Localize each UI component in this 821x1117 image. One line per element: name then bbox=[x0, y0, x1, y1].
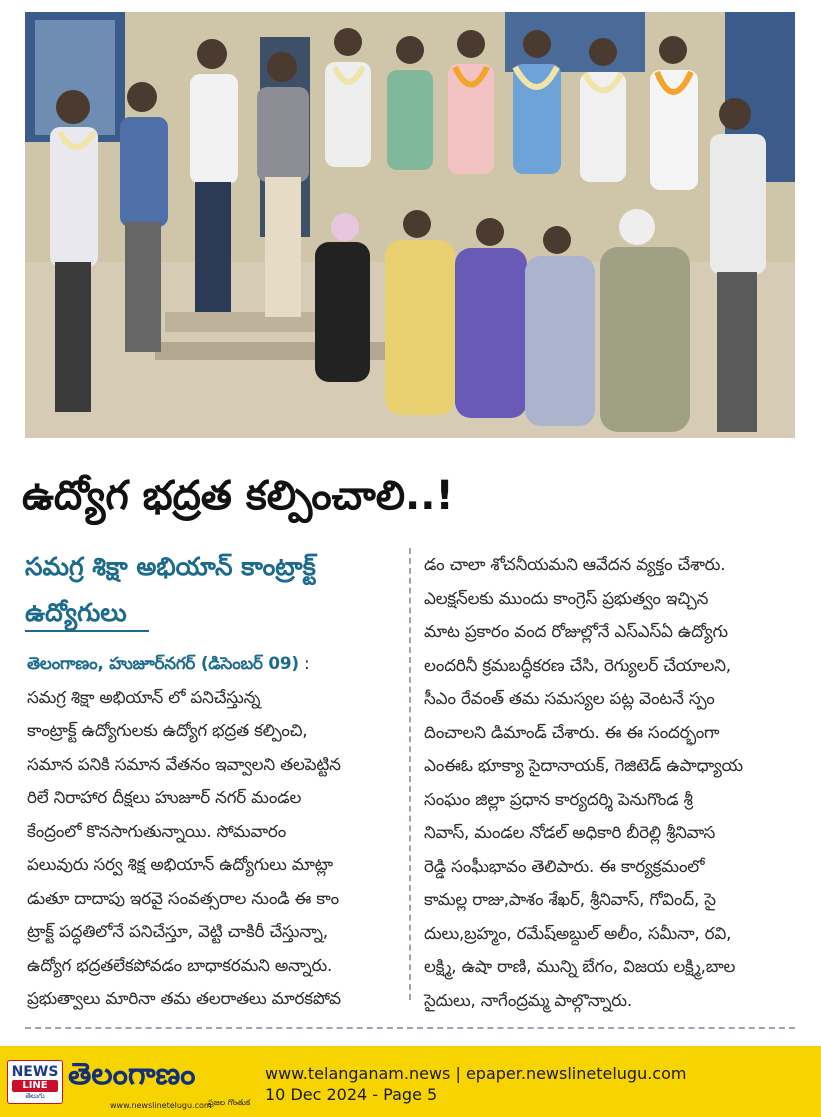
article-line: సైదులు, నాగేంద్రమ్మ పాల్గొన్నారు. bbox=[424, 989, 632, 1010]
dateline: తెలంగాణం, హుజూర్‌నగర్ (డిసెంబర్ 09) bbox=[27, 653, 299, 673]
site-link[interactable]: www.telanganam.news bbox=[265, 1064, 451, 1083]
article-line: సంఘం జిల్లా ప్రధాన కార్యదర్శి పెనుగొండ శ్రీ bbox=[424, 788, 693, 809]
footer-date-page bbox=[265, 1085, 437, 1105]
article-line: రెడ్డి సంఘీభావం తెలిపారు. ఈ కార్యక్రమంలో bbox=[424, 855, 705, 876]
article-line: డుతూ దాదాపు ఇరవై సంవత్సరాల నుండి ఈ కాం bbox=[27, 887, 339, 908]
article-line: ఉద్యోగ భద్రతలేకపోవడం బాధాకరమని అన్నారు. bbox=[27, 954, 333, 975]
headline: ఉద్యోగ భద్రత కల్పించాలి..! bbox=[22, 473, 454, 519]
article-line: సమాన పనికి సమాన వేతనం ఇవ్వాలని తలపెట్టిన bbox=[27, 753, 341, 774]
link-separator: | bbox=[450, 1064, 466, 1083]
article-line: కాంట్రాక్ట్ ఉద్యోగులకు ఉద్యోగ భద్రత కల్పించి, bbox=[27, 720, 308, 740]
footer-links bbox=[265, 1064, 686, 1084]
article-line: సీఎం రేవంత్ తమ సమస్యల పట్ల వెంటనే స్పం bbox=[424, 688, 715, 708]
article-line: లందరినీ క్రమబద్ధీకరణ చేసి, రెగ్యులర్ చేయాలని, bbox=[424, 654, 731, 675]
issue-date: 10 Dec 2024 bbox=[265, 1085, 368, 1104]
newsline-logo bbox=[7, 1060, 63, 1104]
article-line: పలువురు సర్వ శిక్ష అభియాన్ ఉద్యోగులు మాట్లా bbox=[27, 854, 333, 874]
dateline-line bbox=[27, 647, 397, 681]
article-line: ఎలక్షన్‌లకు ముందు కాంగ్రెస్ ప్రభుత్వం ఇచ్చిన bbox=[424, 587, 709, 608]
article-left-column bbox=[27, 647, 397, 1016]
article-line: మాట ప్రకారం వంద రోజుల్లోనే ఎస్ఎస్ఏ ఉద్యోగు bbox=[424, 621, 728, 641]
article-line: కేంద్రంలో కొనసాగుతున్నాయి. సోమవారం bbox=[27, 820, 287, 841]
article-right-column bbox=[424, 548, 796, 1017]
article-line: దులు,బ్రహ్మం, రమేష్‌అబ్దుల్ అలీం, సమీనా, రవి, bbox=[424, 922, 732, 943]
column-divider bbox=[409, 548, 411, 1000]
logo-line-text: LINE bbox=[12, 1080, 58, 1092]
brand-name: తెలంగాణం bbox=[68, 1057, 196, 1092]
article-line: నివాస్, మండల నోడల్ అధికారి బీరెల్లి శ్రీనివాస bbox=[424, 822, 716, 842]
logo-telugu-text: తెలుగు bbox=[25, 1092, 45, 1100]
article-line: రిలే నిరాహార దీక్షలు హుజూర్ నగర్ మండల bbox=[27, 787, 302, 807]
article-line: ఎంఈఓ భూక్యా సైదానాయక్, గెజిటెడ్ ఉపాధ్యాయ bbox=[424, 755, 743, 775]
article-line: డం చాలా శోచనీయమని ఆవేదన వ్యక్తం చేశారు. bbox=[424, 554, 726, 574]
footer-bar bbox=[0, 1046, 821, 1117]
subheadline: సమగ్ర శిక్షా అభియాన్ కాంట్రాక్ట్ ఉద్యోగులు bbox=[25, 552, 316, 627]
article-line: దించాలని డిమాండ్ చేశారు. ఈ ఈ సందర్భంగా bbox=[424, 721, 720, 742]
brand-tagline: ప్రజల గొంతుక bbox=[208, 1098, 251, 1107]
brand-url: www.newslinetelugu.com bbox=[110, 1101, 212, 1110]
logo-news-text: NEWS bbox=[11, 1064, 59, 1080]
footer-divider bbox=[25, 1027, 795, 1029]
page-number: Page 5 bbox=[383, 1085, 438, 1104]
dateline-separator: : bbox=[298, 653, 310, 673]
article-line: ప్రభుత్వాలు మారినా తమ తలరాతలు మారకపోవ bbox=[27, 988, 341, 1008]
article-line: ట్రాక్ట్ పద్ధతిలోనే పనిచేస్తూ, వెట్టి చాకిరీ చేస్తున్నా, bbox=[27, 921, 328, 941]
article-line: కామల్ల రాజు,పాశం శేఖర్, శ్రీనివాస్, గోవింద్, సై bbox=[424, 889, 716, 909]
group-photo bbox=[25, 12, 795, 438]
subheadline-underline bbox=[25, 630, 149, 632]
page-separator: - bbox=[367, 1085, 384, 1104]
article-line: లక్ష్మి, ఉషా రాణి, మున్ని బేగం, విజయ లక్ష్మి,బాల bbox=[424, 956, 736, 976]
epaper-link[interactable]: epaper.newslinetelugu.com bbox=[465, 1064, 687, 1083]
article-line: సమగ్ర శిక్షా అభియాన్ లో పనిచేస్తున్న bbox=[27, 686, 261, 707]
